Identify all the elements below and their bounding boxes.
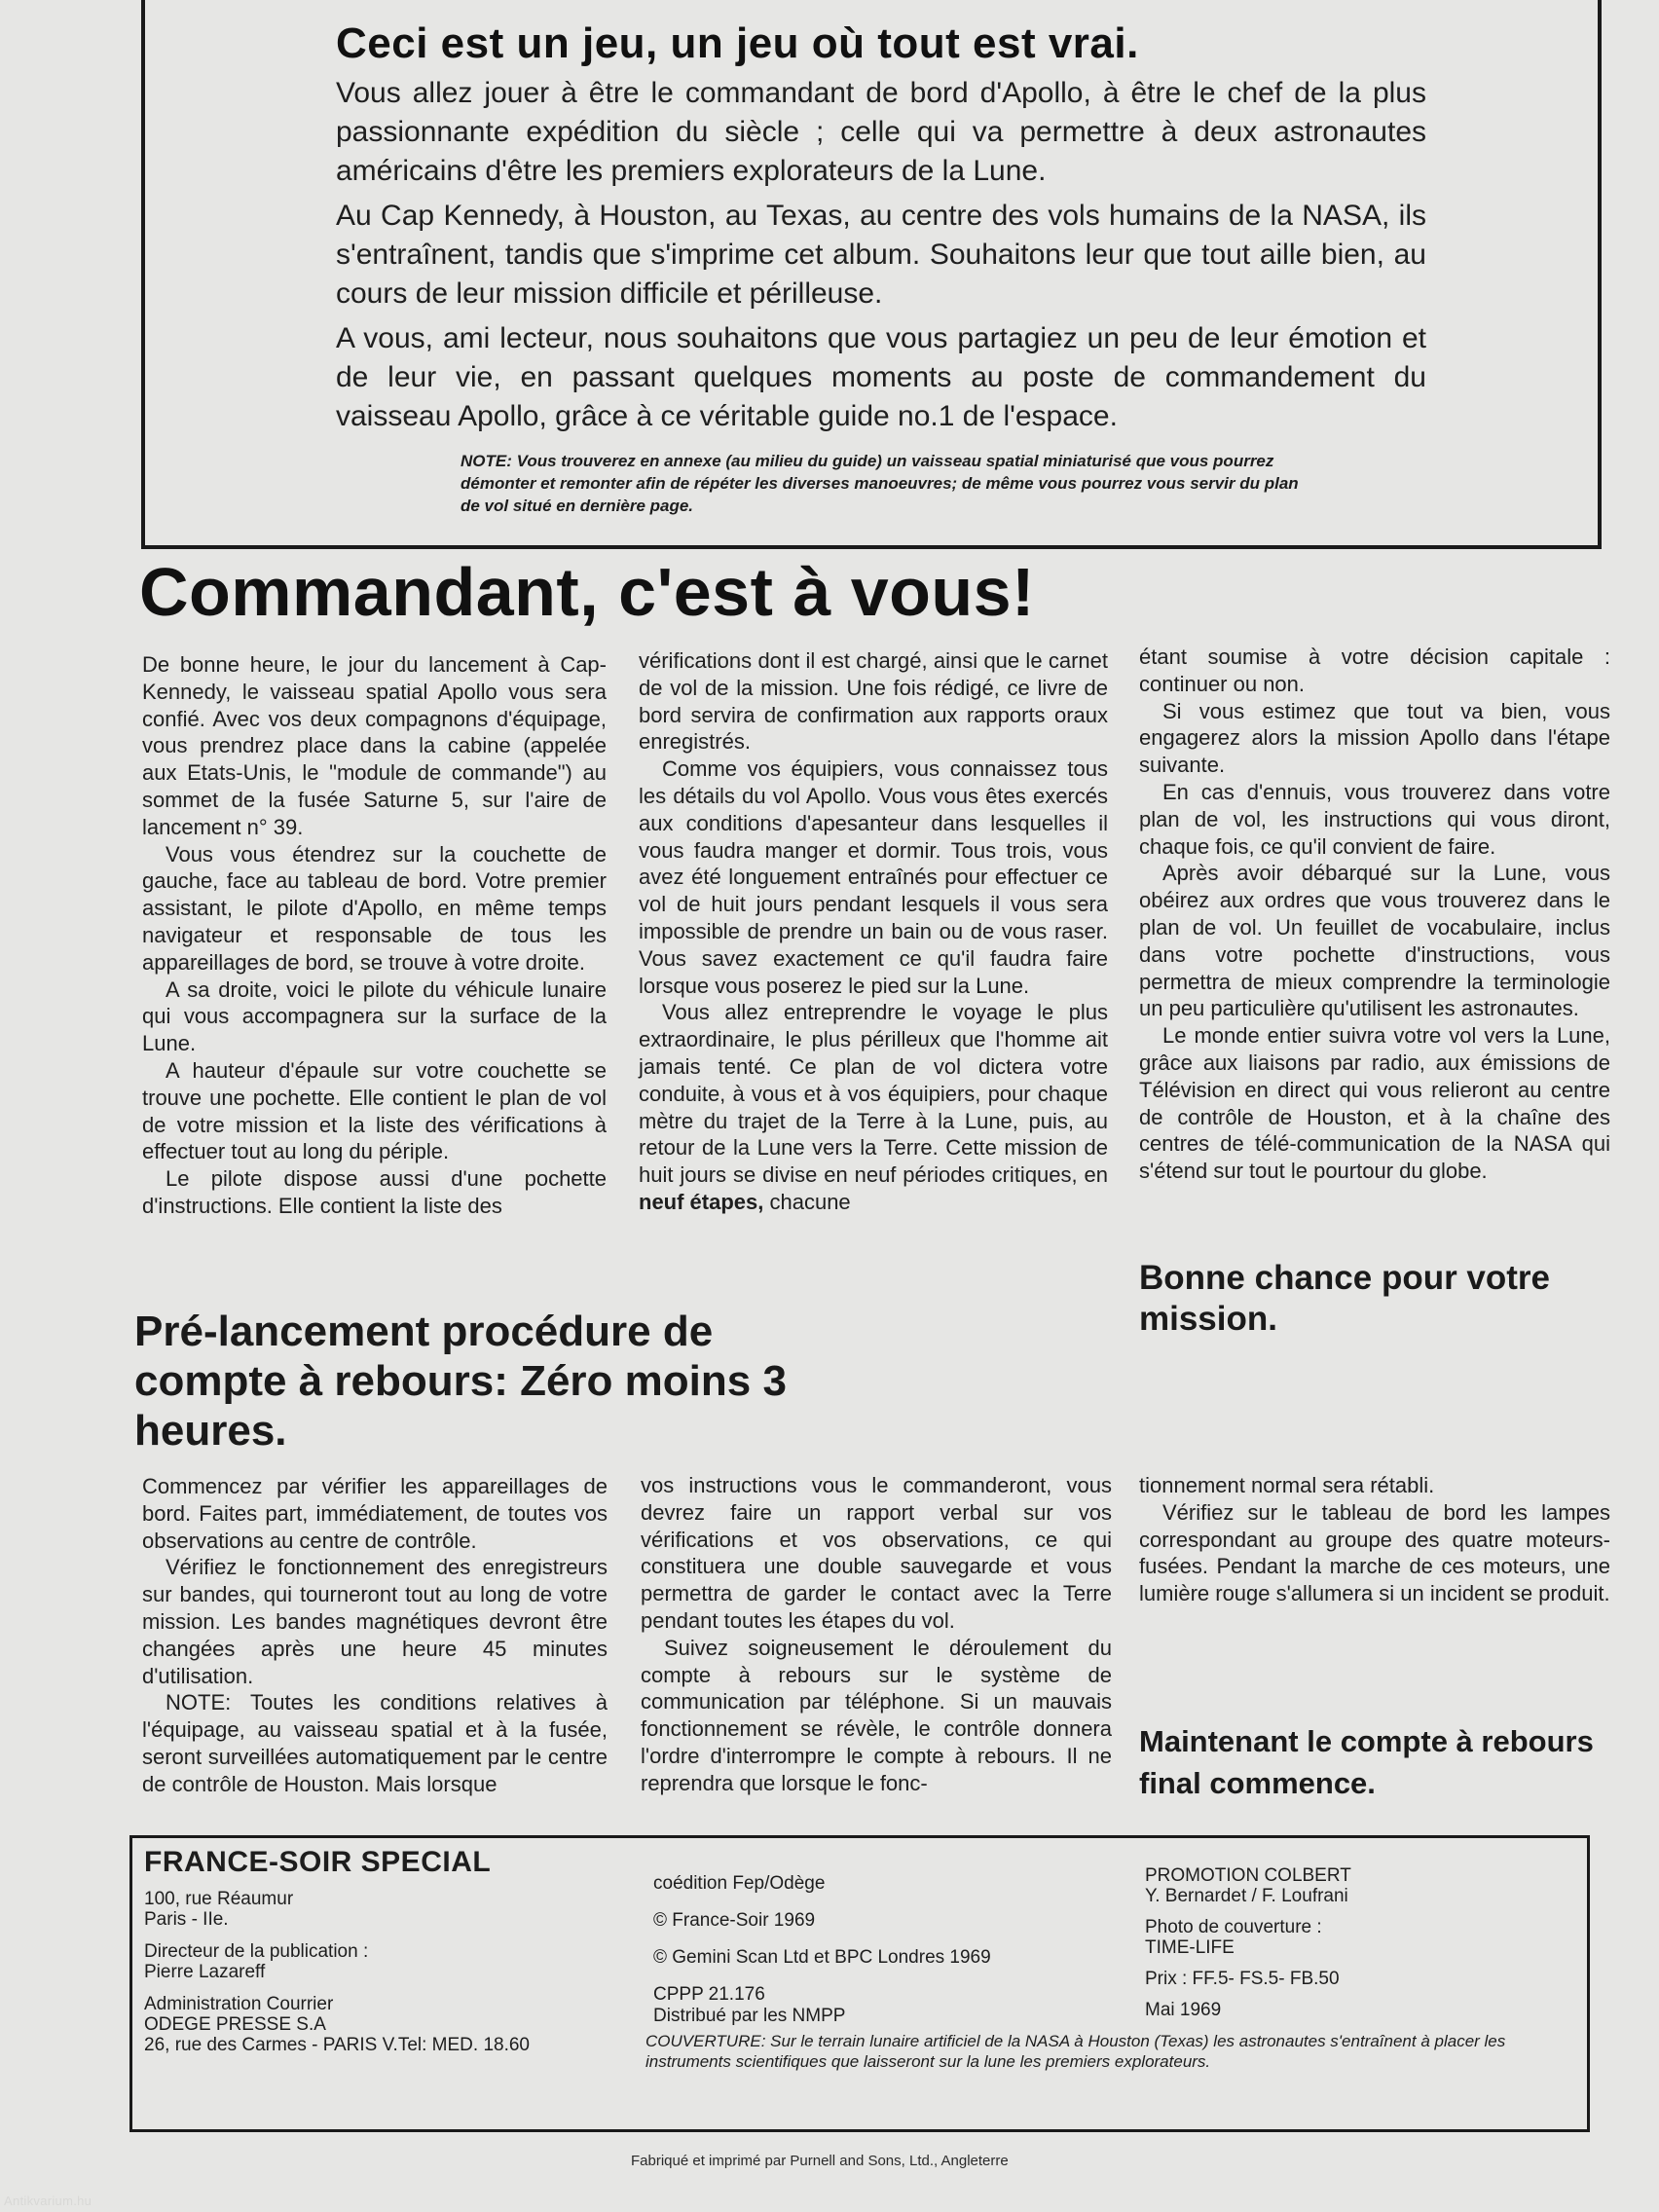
paragraph: En cas d'ennuis, vous trouverez dans votre plan de vol, les instructions qui vous diront, chaque fois, ce qu'il convient de faire. bbox=[1139, 779, 1610, 859]
paragraph: Comme vos équipiers, vous connaissez tous les détails du vol Apollo. Vous vous êtes exercés aux conditions d'apesanteur dans lesquelles il vous faudra manger et dormir. Tous trois, vous avez été longuement entraînés pour effectuer ce vol de huit jours pendant lesquels il vous sera impossible de prendre un bain ou de vous raser. Vous savez exactement ce qu'il faudra faire lorsque vous poserez le pied sur la Lune. bbox=[639, 756, 1108, 998]
intro-content bbox=[336, 19, 1426, 517]
distribution: Distribué par les NMPP bbox=[653, 2006, 846, 2026]
paragraph: Vérifiez le fonctionnement des enregistreurs sur bandes, qui tourneront tout au long de votre mission. Les bandes magnétiques devront être changées après une heure 45 minutes d'utilisation. bbox=[142, 1555, 608, 1688]
paragraph: Après avoir débarqué sur la Lune, vous obéirez aux ordres que vous trouverez dans le plan de vol. Un feuillet de vocabulaire, inclus dans votre pochette d'instructions, vous permettra de mieux comprendre la terminologie un peu particulière qu'utilisent les astronautes. bbox=[1139, 861, 1610, 1021]
admin-label: Administration Courrier bbox=[144, 1994, 334, 2014]
colophon-edition bbox=[653, 1865, 1091, 2026]
countdown-final-heading: Maintenant le compte à rebours final commence. bbox=[1139, 1724, 1594, 1800]
section2-column-1 bbox=[142, 1473, 608, 1798]
section2-column-2 bbox=[641, 1472, 1112, 1797]
paragraph: Vérifiez sur le tableau de bord les lampes correspondant au groupe des quatre moteurs-fusées. Pendant la marche de ces moteurs, une lumière rouge s'allumera si un incident se produit. bbox=[1139, 1499, 1610, 1606]
admin-address: 26, rue des Carmes - PARIS V.Tel: MED. 18.60 bbox=[144, 2035, 531, 2055]
paragraph: NOTE: Toutes les conditions relatives à l'équipage, au vaisseau spatial et à la fusée, seront surveillées automatiquement par le centre de contrôle de Houston. Mais lorsque bbox=[142, 1690, 608, 1796]
bold-phrase: neuf étapes, bbox=[639, 1189, 764, 1214]
printer-credit: Fabriqué et imprimé par Purnell and Sons, Ltd., Angleterre bbox=[631, 2153, 1009, 2169]
article-column-3 bbox=[1139, 644, 1610, 1185]
section-heading: Pré-lancement procédure de compte à rebours: Zéro moins 3 heures. bbox=[134, 1308, 787, 1455]
colophon-box bbox=[129, 1835, 1590, 2132]
colophon-title: FRANCE-SOIR SPECIAL bbox=[144, 1846, 492, 1878]
coedition: coédition Fep/Odège bbox=[653, 1873, 826, 1894]
colophon-promotion bbox=[1145, 1865, 1554, 2020]
section2-column-3 bbox=[1139, 1472, 1610, 1607]
colophon-publisher bbox=[144, 1846, 631, 2055]
intro-paragraph-2: Au Cap Kennedy, à Houston, au Texas, au centre des vols humains de la NASA, ils s'entraînent, tandis que s'imprime cet album. Souhaitons leur que tout aille bien, au cours de leur mission difficile et périlleuse. bbox=[336, 200, 1426, 310]
paragraph: vérifications dont il est chargé, ainsi que le carnet de vol de la mission. Une fois rédigé, ce livre de bord servira de confirmation aux rapports oraux enregistrés. bbox=[639, 648, 1108, 755]
paragraph: A hauteur d'épaule sur votre couchette se trouve une pochette. Elle contient le plan de vol de votre mission et la liste des vérifications à effectuer tout au long du périple. bbox=[142, 1057, 607, 1164]
address-line: 100, rue Réaumur bbox=[144, 1889, 294, 1909]
copyright-line: © Gemini Scan Ltd et BPC Londres 1969 bbox=[653, 1947, 991, 1968]
watermark: Antikvarium.hu bbox=[4, 2194, 92, 2208]
cover-note bbox=[645, 2031, 1570, 2072]
paragraph-text: Vous allez entreprendre le voyage le plus extraordinaire, le plus périlleux que l'homme ait jamais tenté. Ce plan de vol dictera votre conduite, à vous et à vos équipiers, pour chaque mètre du trajet de la Terre à la Lune, puis, au retour de la Lune vers la Terre. Cette mission de huit jours se divise en neuf périodes critiques, en bbox=[639, 1000, 1108, 1188]
issue-date: Mai 1969 bbox=[1145, 2000, 1222, 2020]
paragraph: Commencez par vérifier les appareillages de bord. Faites part, immédiatement, de toutes vos observations au centre de contrôle. bbox=[142, 1474, 608, 1553]
paragraph-tail: chacune bbox=[763, 1189, 851, 1214]
photo-label: Photo de couverture : bbox=[1145, 1917, 1322, 1937]
paragraph: De bonne heure, le jour du lancement à Cap-Kennedy, le vaisseau spatial Apollo vous sera confié. Avec vos deux compagnons d'équipage, vous prendrez place dans la cabine (appelée aux Etats-Unis, le "module de commande") au sommet de la fusée Saturne 5, sur l'aire de lancement n° 39. bbox=[142, 652, 607, 839]
cppp: CPPP 21.176 bbox=[653, 1984, 765, 2005]
paragraph: tionnement normal sera rétabli. bbox=[1139, 1473, 1435, 1497]
photo-credit: TIME-LIFE bbox=[1145, 1937, 1235, 1958]
intro-note: NOTE: Vous trouverez en annexe (au milieu du guide) un vaisseau spatial miniaturisé que vous pourrez démonter et remonter afin de répéter les diverses manoeuvres; de même vous pourrez vous servir du plan de vol situé en dernière page. bbox=[461, 452, 1299, 515]
promotion-names: Y. Bernardet / F. Loufrani bbox=[1145, 1886, 1348, 1906]
director-name: Pierre Lazareff bbox=[144, 1962, 266, 1982]
article-column-2 bbox=[639, 647, 1108, 1216]
paragraph: Le monde entier suivra votre vol vers la Lune, grâce aux liaisons par radio, aux émissions de Télévision en direct qui vous relieront au centre de contrôle de Houston, et à la chaîne des centres de télé-communication de la NASA qui s'étend sur tout le pourtour du globe. bbox=[1139, 1023, 1610, 1184]
cover-text: Sur le terrain lunaire artificiel de la NASA à Houston (Texas) les astronautes s'entraînent à placer les instruments scientifiques que laisseront sur la lune les premiers explorateurs. bbox=[645, 2032, 1506, 2071]
main-heading: Commandant, c'est à vous! bbox=[139, 554, 1035, 630]
paragraph: Le pilote dispose aussi d'une pochette d'instructions. Elle contient la liste des bbox=[142, 1166, 607, 1218]
intro-title: Ceci est un jeu, un jeu où tout est vrai. bbox=[336, 19, 1139, 67]
paragraph: A sa droite, voici le pilote du véhicule lunaire qui vous accompagnera sur la surface de la Lune. bbox=[142, 977, 607, 1056]
paragraph bbox=[639, 999, 1108, 1215]
paragraph: vos instructions vous le commanderont, vous devrez faire un rapport verbal sur vos vérifications et vos observations, ce qui constituera une double sauvegarde et vous permettra de garder le contact avec la Terre pendant toutes les étapes du vol. bbox=[641, 1473, 1112, 1633]
cover-label: COUVERTURE: bbox=[645, 2032, 766, 2050]
intro-paragraph-1: Vous allez jouer à être le commandant de bord d'Apollo, à être le chef de la plus passionnante expédition du siècle ; celle qui va permettre à deux astronautes américains d'être les premiers explorateurs de la Lune. bbox=[336, 77, 1426, 187]
paragraph: Vous vous étendrez sur la couchette de gauche, face au tableau de bord. Votre premier assistant, le pilote d'Apollo, en même temps navigateur et responsable de tous les appareillages de bord, se trouve à votre droite. bbox=[142, 841, 607, 975]
promotion: PROMOTION COLBERT bbox=[1145, 1865, 1351, 1886]
address-line: Paris - IIe. bbox=[144, 1909, 229, 1930]
admin-company: ODEGE PRESSE S.A bbox=[144, 2014, 326, 2035]
good-luck-heading: Bonne chance pour votre mission. bbox=[1139, 1259, 1551, 1338]
paragraph: Suivez soigneusement le déroulement du compte à rebours sur le système de communication par téléphone. Si un mauvais fonctionnement se révèle, le contrôle donnera l'ordre d'interrompre le compte à rebours. Il ne reprendra que lorsque le fonc- bbox=[641, 1635, 1112, 1795]
director-label: Directeur de la publication : bbox=[144, 1941, 369, 1962]
price: Prix : FF.5- FS.5- FB.50 bbox=[1145, 1969, 1340, 1989]
copyright-line: © France-Soir 1969 bbox=[653, 1910, 816, 1931]
intro-paragraph-3: A vous, ami lecteur, nous souhaitons que vous partagiez un peu de leur émotion et de leur vie, en passant quelques moments au poste de commandement du vaisseau Apollo, grâce à ce véritable guide no.1 de l'espace. bbox=[336, 322, 1426, 432]
paragraph: étant soumise à votre décision capitale : continuer ou non. bbox=[1139, 645, 1610, 696]
paragraph: Si vous estimez que tout va bien, vous engagerez alors la mission Apollo dans l'étape suivante. bbox=[1139, 698, 1610, 778]
article-column-1 bbox=[142, 651, 607, 1220]
intro-box bbox=[141, 0, 1602, 549]
